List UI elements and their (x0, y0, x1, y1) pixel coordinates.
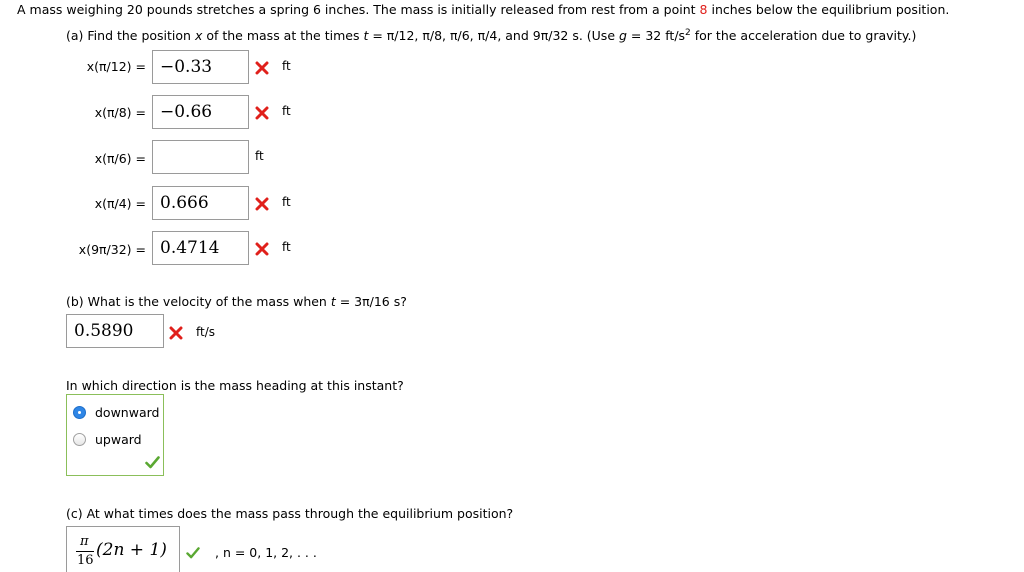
option-label: downward (95, 405, 160, 420)
row-label: x(π/8) = (94, 105, 146, 120)
incorrect-x-icon (169, 326, 183, 340)
unit-label: ft (282, 240, 291, 254)
incorrect-x-icon (255, 61, 269, 75)
answer-input[interactable]: 0.4714 (152, 231, 249, 265)
radio-downward[interactable] (73, 406, 86, 419)
direction-radio-group (66, 394, 164, 476)
answer-input[interactable]: −0.33 (152, 50, 249, 84)
incorrect-x-icon (255, 197, 269, 211)
answer-input[interactable]: −0.66 (152, 95, 249, 129)
part-a-prompt: (a) Find the position x of the mass at the times t = π/12, π/8, π/6, π/4, and 9π/32 s. (Use g = 32 $ft/s^2$ for the acceleration due to gravity.) (66, 28, 917, 44)
equilibrium-times-answer[interactable] (66, 526, 180, 572)
n-values: , n = 0, 1, 2, . . . (215, 545, 317, 560)
row-label: x(π/4) = (94, 196, 146, 211)
correct-check-icon (186, 547, 200, 559)
unit-label: ft (282, 59, 291, 73)
option-label: upward (95, 432, 142, 447)
direction-question: In which direction is the mass heading at this instant? (66, 378, 404, 393)
problem-statement: A mass weighing 20 pounds stretches a spring 6 inches. The mass is initially released from rest from a point 8 inches below the equilibrium position. (17, 2, 950, 17)
part-c-prompt: (c) At what times does the mass pass through the equilibrium position? (66, 506, 514, 521)
unit-label: ft (255, 149, 264, 163)
answer-input[interactable]: 0.666 (152, 186, 249, 220)
fraction-denominator: 16 (77, 553, 94, 568)
answer-input[interactable] (152, 140, 249, 174)
unit-label: ft (282, 104, 291, 118)
incorrect-x-icon (255, 242, 269, 256)
incorrect-x-icon (255, 106, 269, 120)
correct-check-icon (145, 456, 160, 469)
unit-label: ft/s (196, 325, 216, 339)
row-label: x(π/12) = (86, 59, 146, 74)
part-b-prompt: (b) What is the velocity of the mass when t = 3π/16 s? (66, 294, 407, 309)
row-label: x(9π/32) = (78, 242, 146, 257)
row-label: x(π/6) = (94, 151, 146, 166)
radio-upward[interactable] (73, 433, 86, 446)
fraction-numerator: π (80, 534, 89, 549)
highlight-value: 8 (699, 2, 708, 17)
velocity-input[interactable]: 0.5890 (66, 314, 164, 348)
unit-label: ft (282, 195, 291, 209)
fraction-bar (76, 551, 94, 552)
expression: (2n + 1) (96, 540, 167, 560)
